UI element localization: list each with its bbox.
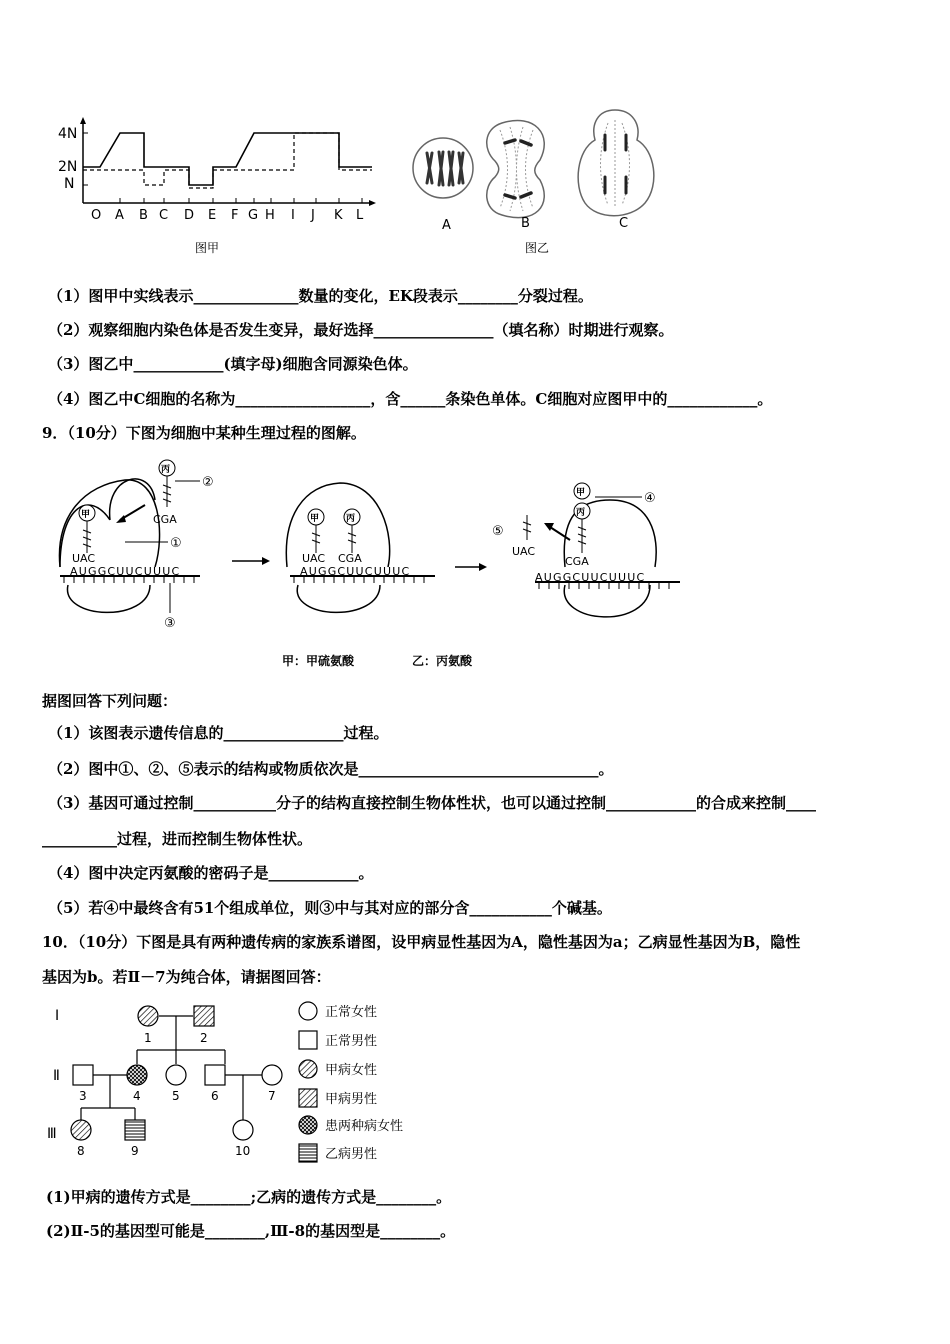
q8-line-4: （4）图乙中C细胞的名称为__________________，含______条染色单体。C细胞对应图甲中的____________。 xyxy=(48,390,773,408)
cell-label-a: A xyxy=(442,218,451,233)
figure-yi-cells xyxy=(405,105,675,235)
y-label-4n: 4N xyxy=(58,126,78,142)
anticodon-cga-2: CGA xyxy=(338,552,362,565)
x-label: D xyxy=(184,208,195,223)
id-label: 10 xyxy=(235,1144,251,1158)
x-label: A xyxy=(115,208,124,223)
mrna-seq-1: AUGGCUUCUUUC xyxy=(70,565,181,578)
arrow-step-1 xyxy=(262,557,270,565)
label-3: ③ xyxy=(164,616,176,631)
q9-line-4: （4）图中决定丙氨酸的密码子是____________。 xyxy=(48,864,374,882)
x-label: K xyxy=(334,208,343,223)
cell-label-b: B xyxy=(521,216,530,231)
id-label: 5 xyxy=(172,1089,180,1103)
solid-curve xyxy=(83,133,372,185)
id-label: 3 xyxy=(79,1089,87,1103)
x-label: F xyxy=(231,208,239,223)
ind-6 xyxy=(205,1065,225,1085)
legend-normal-female: 正常女性 xyxy=(325,1005,378,1020)
arrow-step-2 xyxy=(479,563,487,571)
q8-line-1: （1）图甲中实线表示______________数量的变化，EK段表示________分裂过程。 xyxy=(48,287,593,305)
id-label: 4 xyxy=(133,1089,141,1103)
q9-line-3a: （3）基因可通过控制___________分子的结构直接控制生物体性状，也可以通过控制____________的合成来控制____ xyxy=(48,794,816,812)
ind-9 xyxy=(125,1120,145,1140)
ind-2 xyxy=(194,1006,214,1026)
anticodon-cga-3: CGA xyxy=(565,555,589,568)
q9-line-1: （1）该图表示遗传信息的________________过程。 xyxy=(48,724,389,742)
id-label: 2 xyxy=(200,1031,208,1045)
tag-jia-1: 甲 xyxy=(81,510,91,520)
cell-label-c: C xyxy=(619,216,629,231)
q8-line-2: （2）观察细胞内染色体是否发生变异，最好选择________________（填名称）时期进行观察。 xyxy=(48,321,674,339)
y-label-2n: 2N xyxy=(58,159,78,175)
pedigree-chart xyxy=(45,998,445,1173)
cell-a xyxy=(413,138,473,198)
q9-line-2: （2）图中①、②、⑤表示的结构或物质依次是________________________________。 xyxy=(48,760,614,778)
legend-jia: 甲：甲硫氨酸 xyxy=(282,654,355,668)
x-label: O xyxy=(91,208,102,223)
ind-3 xyxy=(73,1065,93,1085)
id-label: 1 xyxy=(144,1031,152,1045)
figure-yi-caption: 图乙 xyxy=(525,241,550,255)
ind-10 xyxy=(233,1120,253,1140)
label-4: ④ xyxy=(644,491,656,506)
id-label: 8 xyxy=(77,1144,85,1158)
cell-a-chromosomes xyxy=(427,152,463,185)
q9-line-3b: __________过程，进而控制生物体性状。 xyxy=(42,830,313,848)
tag-jia-3: 甲 xyxy=(576,488,586,498)
legend-both-female: 患两种病女性 xyxy=(325,1119,404,1134)
ind-4 xyxy=(127,1065,147,1085)
figure-jia-chart xyxy=(50,115,380,235)
figure-jia-caption: 图甲 xyxy=(195,241,220,255)
anticodon-uac-1: UAC xyxy=(72,552,96,565)
label-2: ② xyxy=(202,475,214,490)
tag-jia-2: 甲 xyxy=(310,514,320,524)
x-label: E xyxy=(208,208,217,223)
q10-line-2: (2)Ⅱ-5的基因型可能是________,Ⅲ-8的基因型是________。 xyxy=(46,1222,456,1240)
x-label: H xyxy=(265,208,275,223)
y-axis-arrow xyxy=(80,117,86,124)
ind-7 xyxy=(262,1065,282,1085)
cell-c xyxy=(578,110,654,216)
tag-bing-1: 丙 xyxy=(161,465,171,475)
x-label: G xyxy=(248,208,259,223)
q9-prompt: 据图回答下列问题： xyxy=(42,692,178,710)
panel-1 xyxy=(59,460,213,631)
legend-normal-male: 正常男性 xyxy=(325,1034,378,1049)
x-label: C xyxy=(159,208,169,223)
dashed-curve xyxy=(83,133,372,188)
tag-bing-2: 丙 xyxy=(346,514,356,524)
id-label: 6 xyxy=(211,1089,219,1103)
legend-yi-male: 乙病男性 xyxy=(325,1147,378,1162)
gen-ii: Ⅱ xyxy=(53,1068,60,1084)
panel-3 xyxy=(492,483,680,617)
y-label-n: N xyxy=(64,176,75,192)
x-label: L xyxy=(356,208,364,223)
figure-translation xyxy=(50,455,690,675)
ind-8 xyxy=(71,1120,91,1140)
ind-1 xyxy=(138,1006,158,1026)
ind-5 xyxy=(166,1065,186,1085)
legend-yi: 乙：丙氨酸 xyxy=(412,654,473,668)
panel-2 xyxy=(286,483,435,612)
label-1: ① xyxy=(170,536,182,551)
tag-bing-3: 丙 xyxy=(576,508,586,518)
mrna-seq-2: AUGGCUUCUUUC xyxy=(300,565,411,578)
gen-iii: Ⅲ xyxy=(47,1126,57,1142)
x-label: J xyxy=(311,208,315,223)
x-label: I xyxy=(291,208,295,223)
legend-jia-male: 甲病男性 xyxy=(325,1092,378,1107)
x-axis-arrow xyxy=(369,200,376,206)
legend-jia-female: 甲病女性 xyxy=(325,1063,378,1078)
x-label: B xyxy=(139,208,148,223)
id-label: 7 xyxy=(268,1089,276,1103)
mrna-seq-3: AUGGCUUCUUUC xyxy=(535,571,646,584)
cell-b xyxy=(487,121,545,218)
q9-title: 9．（10分）下图为细胞中某种生理过程的图解。 xyxy=(42,424,366,442)
q10-title-b: 基因为b。若Ⅱ－7为纯合体，请据图回答： xyxy=(42,968,331,986)
q8-line-3: （3）图乙中____________(填字母)细胞含同源染色体。 xyxy=(48,355,418,373)
id-label: 9 xyxy=(131,1144,139,1158)
label-5: ⑤ xyxy=(492,524,504,539)
q10-line-1: (1)甲病的遗传方式是________;乙病的遗传方式是________。 xyxy=(46,1188,452,1206)
anticodon-cga-1: CGA xyxy=(153,513,177,526)
anticodon-uac-3: UAC xyxy=(512,545,536,558)
anticodon-uac-2: UAC xyxy=(302,552,326,565)
gen-i: Ⅰ xyxy=(55,1008,60,1024)
q9-line-5: （5）若④中最终含有51个组成单位，则③中与其对应的部分含___________个碱基。 xyxy=(48,899,612,917)
q10-title-a: 10．（10分）下图是具有两种遗传病的家族系谱图，设甲病显性基因为A，隐性基因为a；乙病显性基因为B，隐性 xyxy=(42,933,801,951)
